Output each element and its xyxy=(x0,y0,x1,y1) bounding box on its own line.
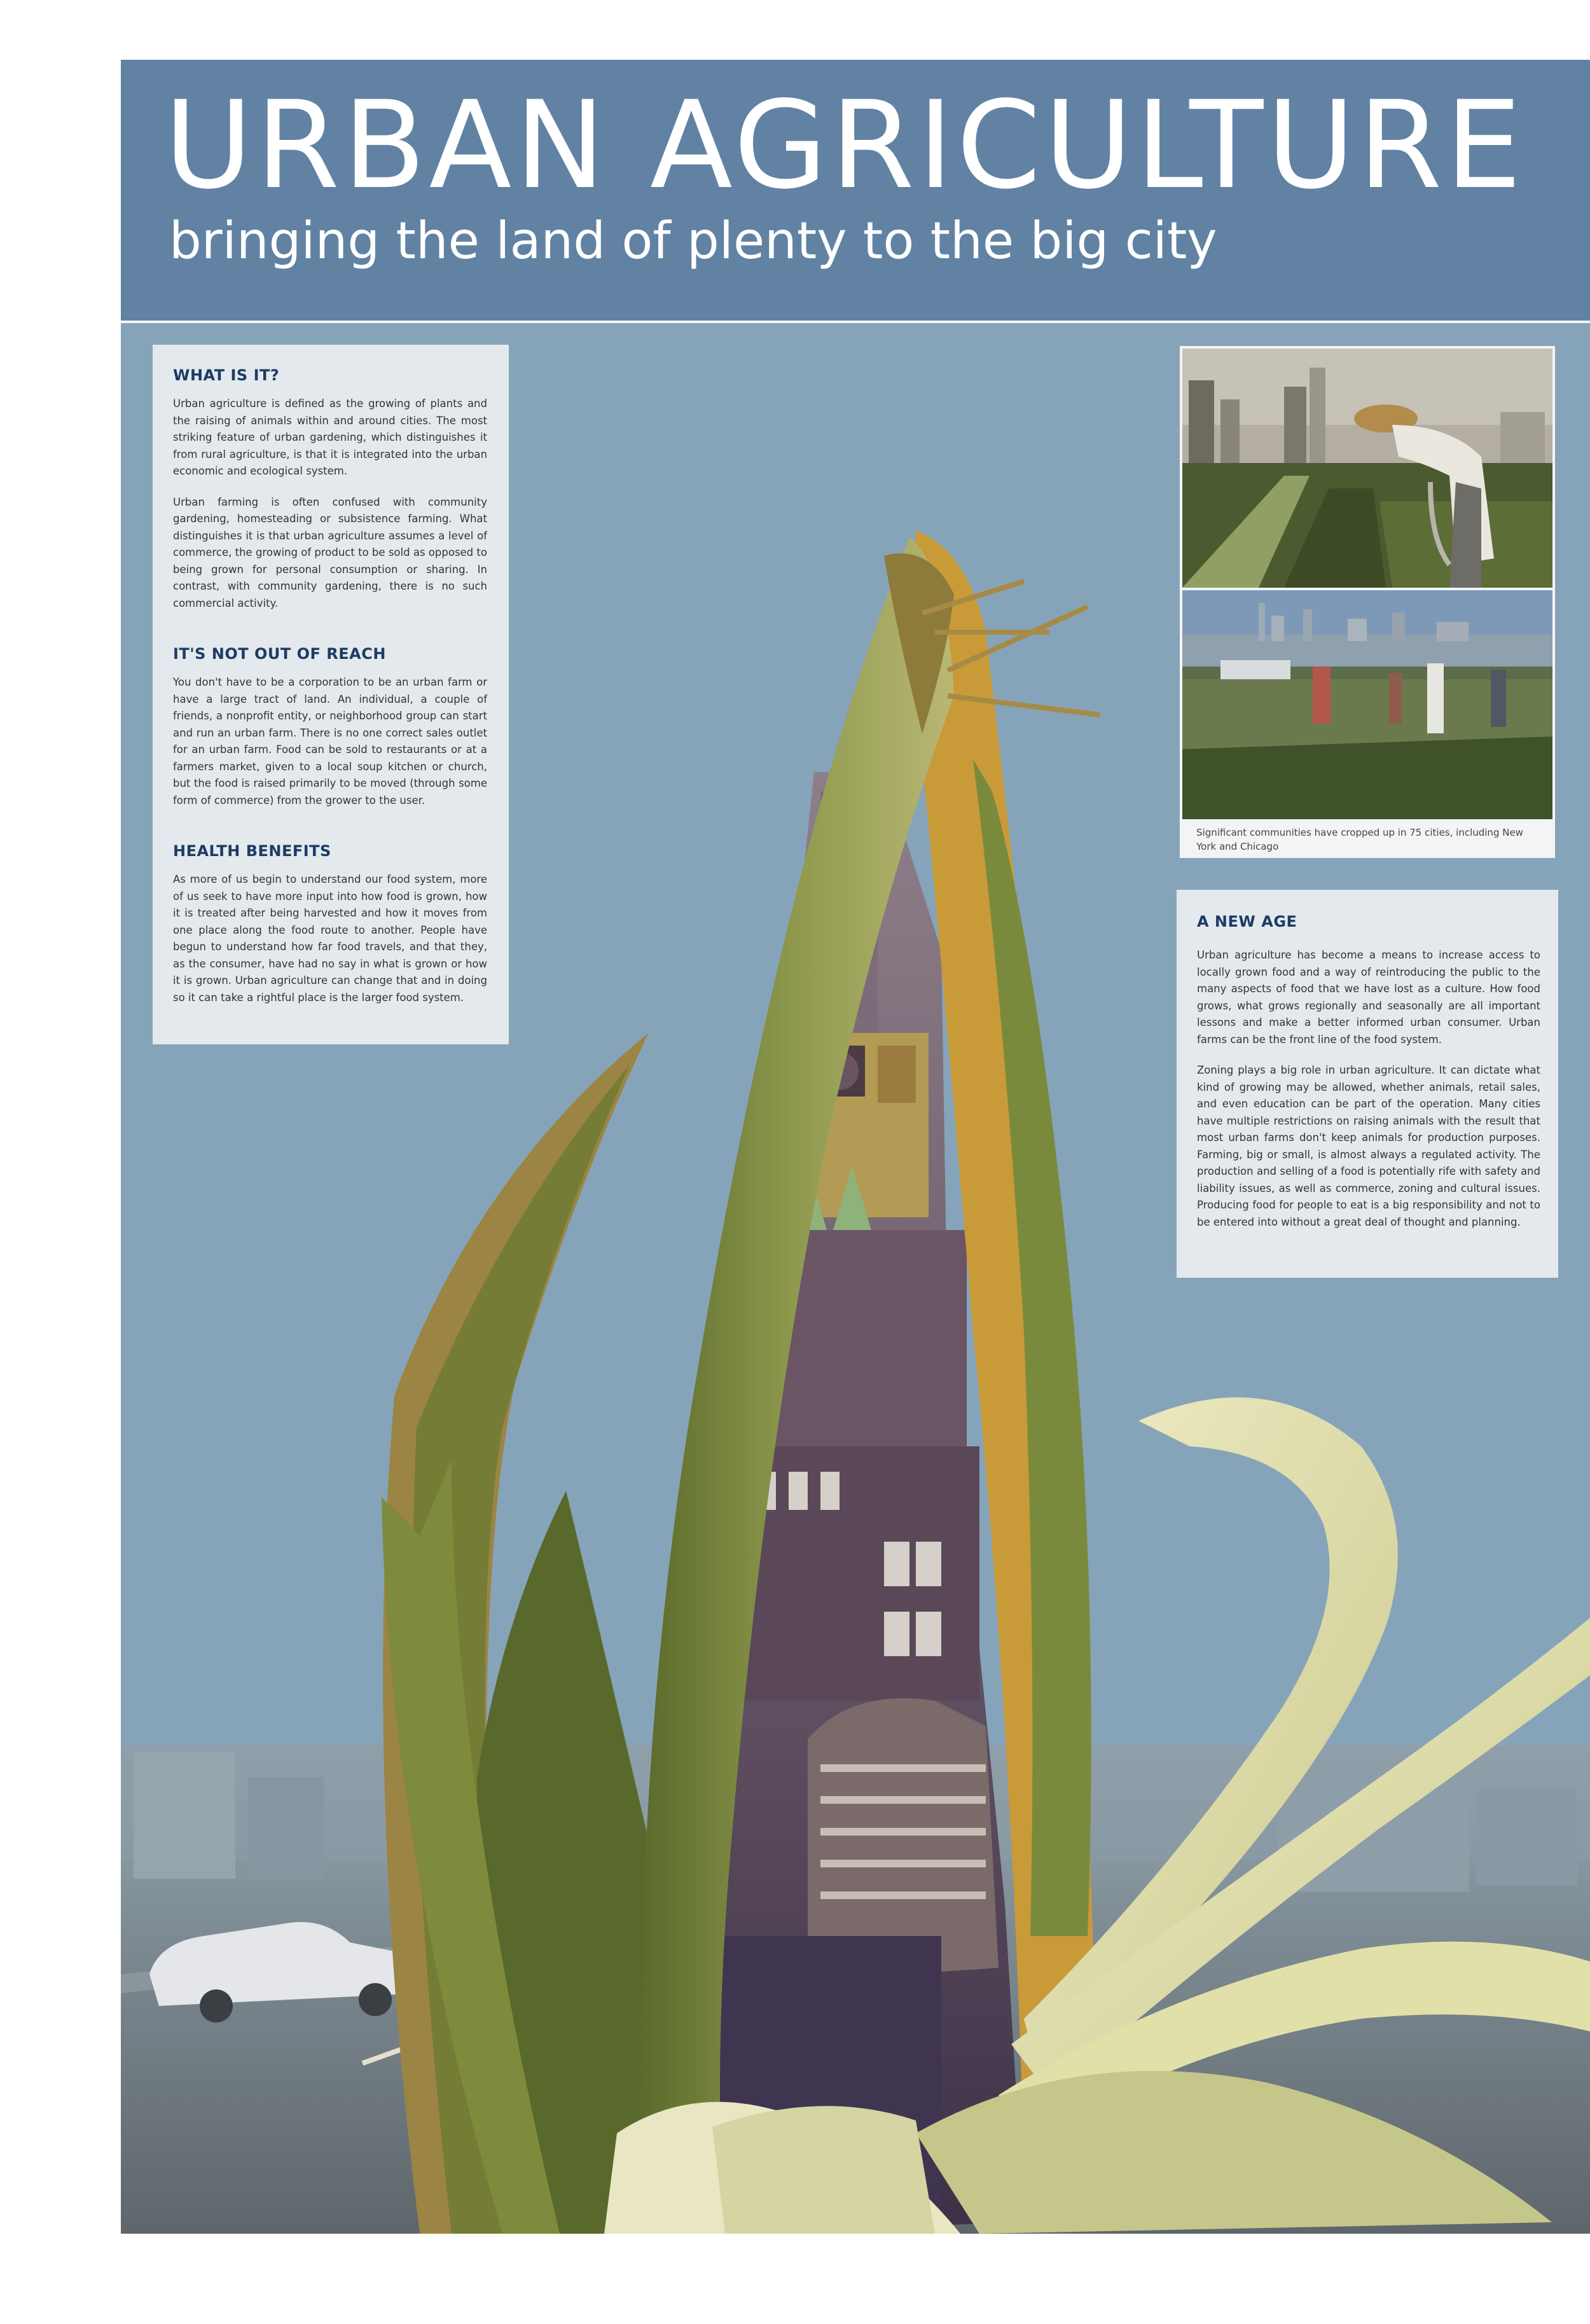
section-heading: A NEW AGE xyxy=(1197,913,1297,930)
poster-subtitle: bringing the land of plenty to the big city xyxy=(169,211,1217,270)
left-text-panel xyxy=(153,345,509,1044)
section-paragraph: Urban agriculture has become a means to increase access to locally grown food and a way of reintroducing the public to the many aspects of food that we have lost as a culture. How food grows, what grows regionally and seasonally are all important lessons and make a better informed urban consumer. Urban farms can be the front line of the food system. xyxy=(1197,949,1540,1046)
photo-panel xyxy=(1180,346,1555,858)
section-paragraph: Urban farming is often confused with community gardening, homesteading or subsistence farming. What distinguishes it is that urban agriculture assumes a level of commerce, the growing of product to be sold as opposed to being grown for personal consumption or sharing. In contrast, with community gardening, there is no such commercial activity. xyxy=(173,495,487,609)
section-heading: WHAT IS IT? xyxy=(173,366,280,384)
urban-farm-photo-1 xyxy=(1182,349,1552,588)
section-what-is-it xyxy=(173,366,487,612)
section-health-benefits xyxy=(173,842,487,1006)
section-paragraph: You don't have to be a corporation to be an urban farm or have a large tract of land. An individual, a couple of friends, a nonprofit entity, or neighborhood group can start and run an urban farm. There is no one correct sales outlet for an urban farm. Food can be sold to restaurants or at a farmers market, given to a local soup kitchen or church, but the food is raised primarily to be moved (through some form of commerce) from the grower to the user. xyxy=(173,676,487,806)
section-not-out-of-reach xyxy=(173,645,487,809)
section-paragraph: Zoning plays a big role in urban agriculture. It can dictate what kind of growing may be allowed, whether animals, retail sales, and even education can be part of the operation. Many cities have multiple restrictions on raising animals with the result that most urban farms don't keep animals for production purposes. Farming, big or small, is almost always a regulated activity. The production and selling of a food is potentially rife with safety and liability issues, as well as commerce, zoning and cultural issues. Producing food for people to eat is a big responsibility and not to be entered into without a great deal of thought and planning. xyxy=(1197,1064,1540,1228)
poster xyxy=(121,60,1590,2234)
right-text-panel xyxy=(1177,890,1558,1278)
section-heading: IT'S NOT OUT OF REACH xyxy=(173,645,386,663)
header-banner xyxy=(121,60,1590,323)
poster-title: URBAN AGRICULTURE xyxy=(164,75,1525,216)
urban-farm-photo-2 xyxy=(1182,590,1552,819)
section-paragraph: As more of us begin to understand our food system, more of us seek to have more input into how food is grown, how it is treated after being harvested and how it moves from one place along the food route to another. People have begun to understand how far food travels, and that they, as the consumer, have had no say in what is grown or how it is grown. Urban agriculture can change that and in doing so it can take a rightful place is the larger food system. xyxy=(173,873,487,1004)
section-paragraph: Urban agriculture is defined as the growing of plants and the raising of animals within and around cities. The most striking feature of urban gardening, which distinguishes it from rural agriculture, is that it is integrated into the urban economic and ecological system. xyxy=(173,398,487,477)
section-heading: HEALTH BENEFITS xyxy=(173,842,331,860)
photo-caption: Significant communities have cropped up in 75 cities, including New York and Chicago xyxy=(1196,827,1523,852)
